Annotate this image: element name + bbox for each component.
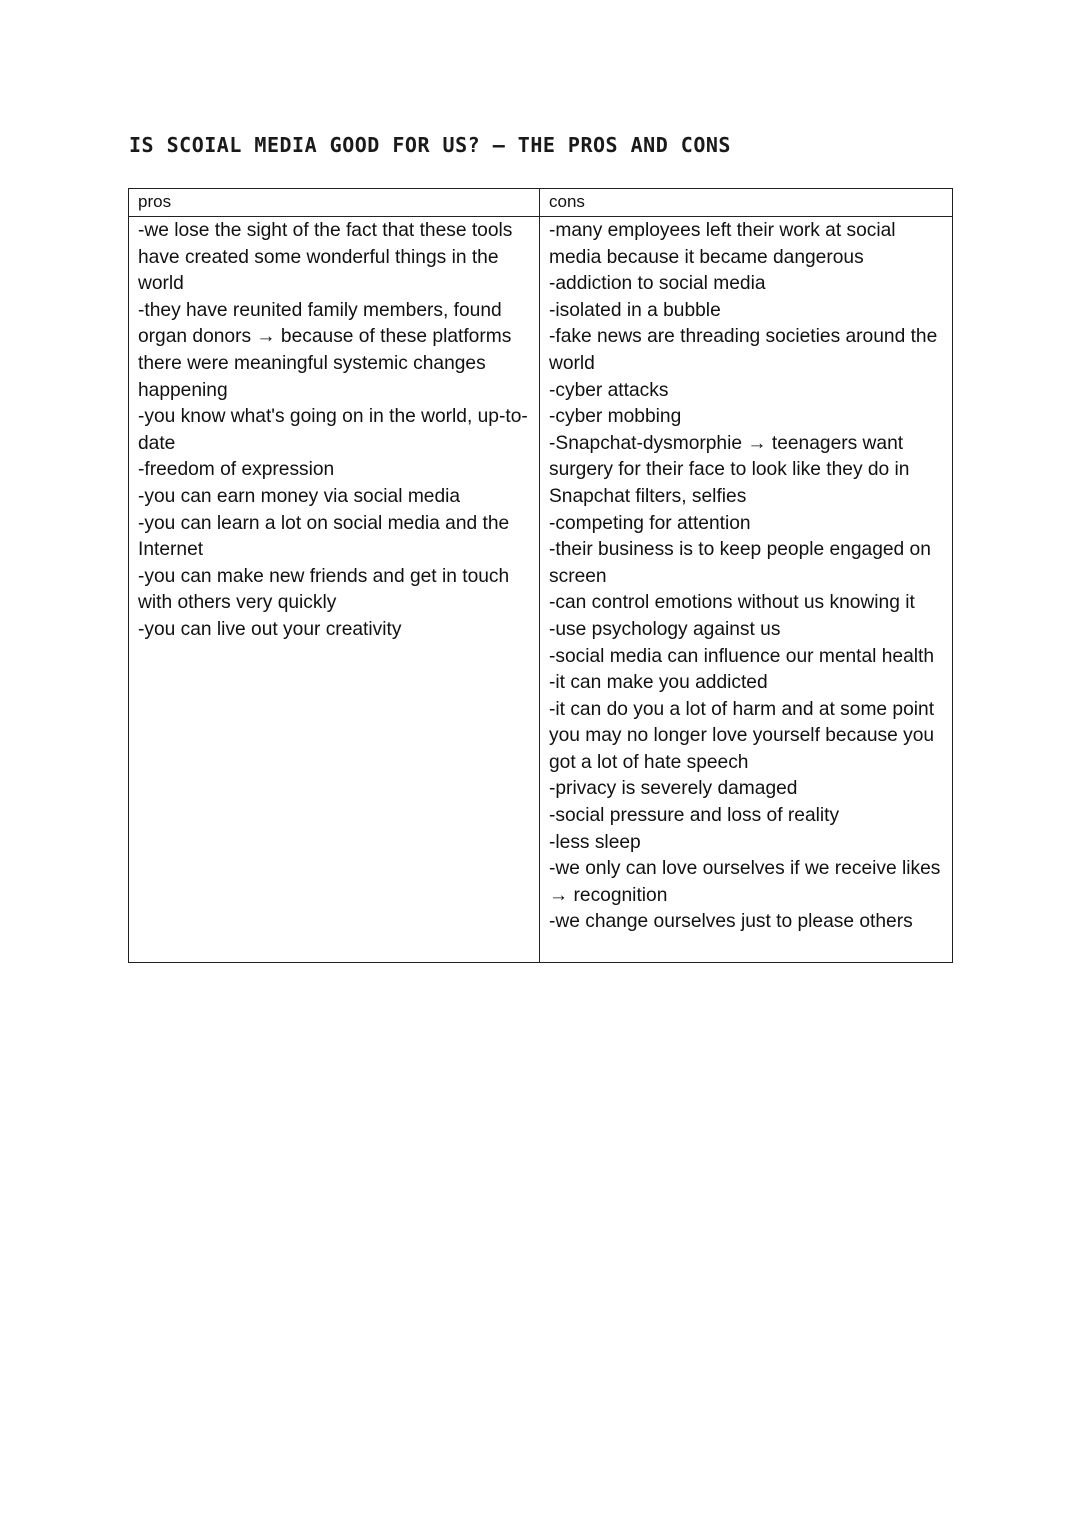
pros-item: -you can live out your creativity: [138, 618, 402, 640]
table-header-row: [129, 189, 953, 217]
pros-item: -we lose the sight of the fact that these tools have created some wonderful things in the world: [138, 220, 513, 295]
cons-item: -social pressure and loss of reality: [549, 805, 840, 827]
pros-item: -they have reunited family members, found organ donors → because of these platforms there were meaningful systemic changes happening: [138, 299, 512, 401]
cons-item: -privacy is severely damaged: [549, 778, 798, 800]
pros-item: -you can learn a lot on social media and the Internet: [138, 512, 510, 561]
pros-item: -you know what's going on in the world, up-to-date: [138, 406, 528, 454]
pros-item: -freedom of expression: [138, 459, 335, 481]
cons-item: -it can do you a lot of harm and at some point you may no longer love yourself because you got a lot of hate speech: [549, 698, 935, 773]
cons-item: -Snapchat-dysmorphie → teenagers want surgery for their face to look like they do in Snapchat filters, selfies: [549, 432, 910, 507]
cons-item: -their business is to keep people engaged on screen: [549, 539, 931, 587]
cons-item: -can control emotions without us knowing it: [549, 592, 915, 614]
cons-item: -use psychology against us: [549, 618, 781, 640]
cons-item: -social media can influence our mental health: [549, 645, 935, 667]
cons-item: -many employees left their work at social media because it became dangerous: [549, 220, 896, 268]
cons-item: -it can make you addicted: [549, 672, 768, 694]
pros-header: pros: [129, 189, 540, 217]
cons-item: -competing for attention: [549, 512, 751, 534]
cons-item: -we only can love ourselves if we receive likes → recognition: [549, 858, 941, 906]
pros-item: -you can earn money via social media: [138, 485, 461, 507]
cons-header: cons: [540, 189, 953, 217]
page-title: IS SCOIAL MEDIA GOOD FOR US? – THE PROS AND CONS: [129, 133, 731, 157]
cons-item: -addiction to social media: [549, 273, 766, 295]
cons-cell: [540, 217, 953, 963]
cons-item: -we change ourselves just to please others: [549, 911, 913, 933]
pros-cons-table: [128, 188, 953, 963]
pros-item: -you can make new friends and get in touch with others very quickly: [138, 565, 510, 614]
pros-cell: [129, 217, 540, 963]
cons-item: -cyber attacks: [549, 379, 669, 401]
cons-item: -isolated in a bubble: [549, 299, 721, 321]
cons-item: -less sleep: [549, 831, 641, 853]
table-body-row: [129, 217, 953, 963]
cons-item: -fake news are threading societies around the world: [549, 326, 938, 374]
cons-item: -cyber mobbing: [549, 406, 682, 428]
